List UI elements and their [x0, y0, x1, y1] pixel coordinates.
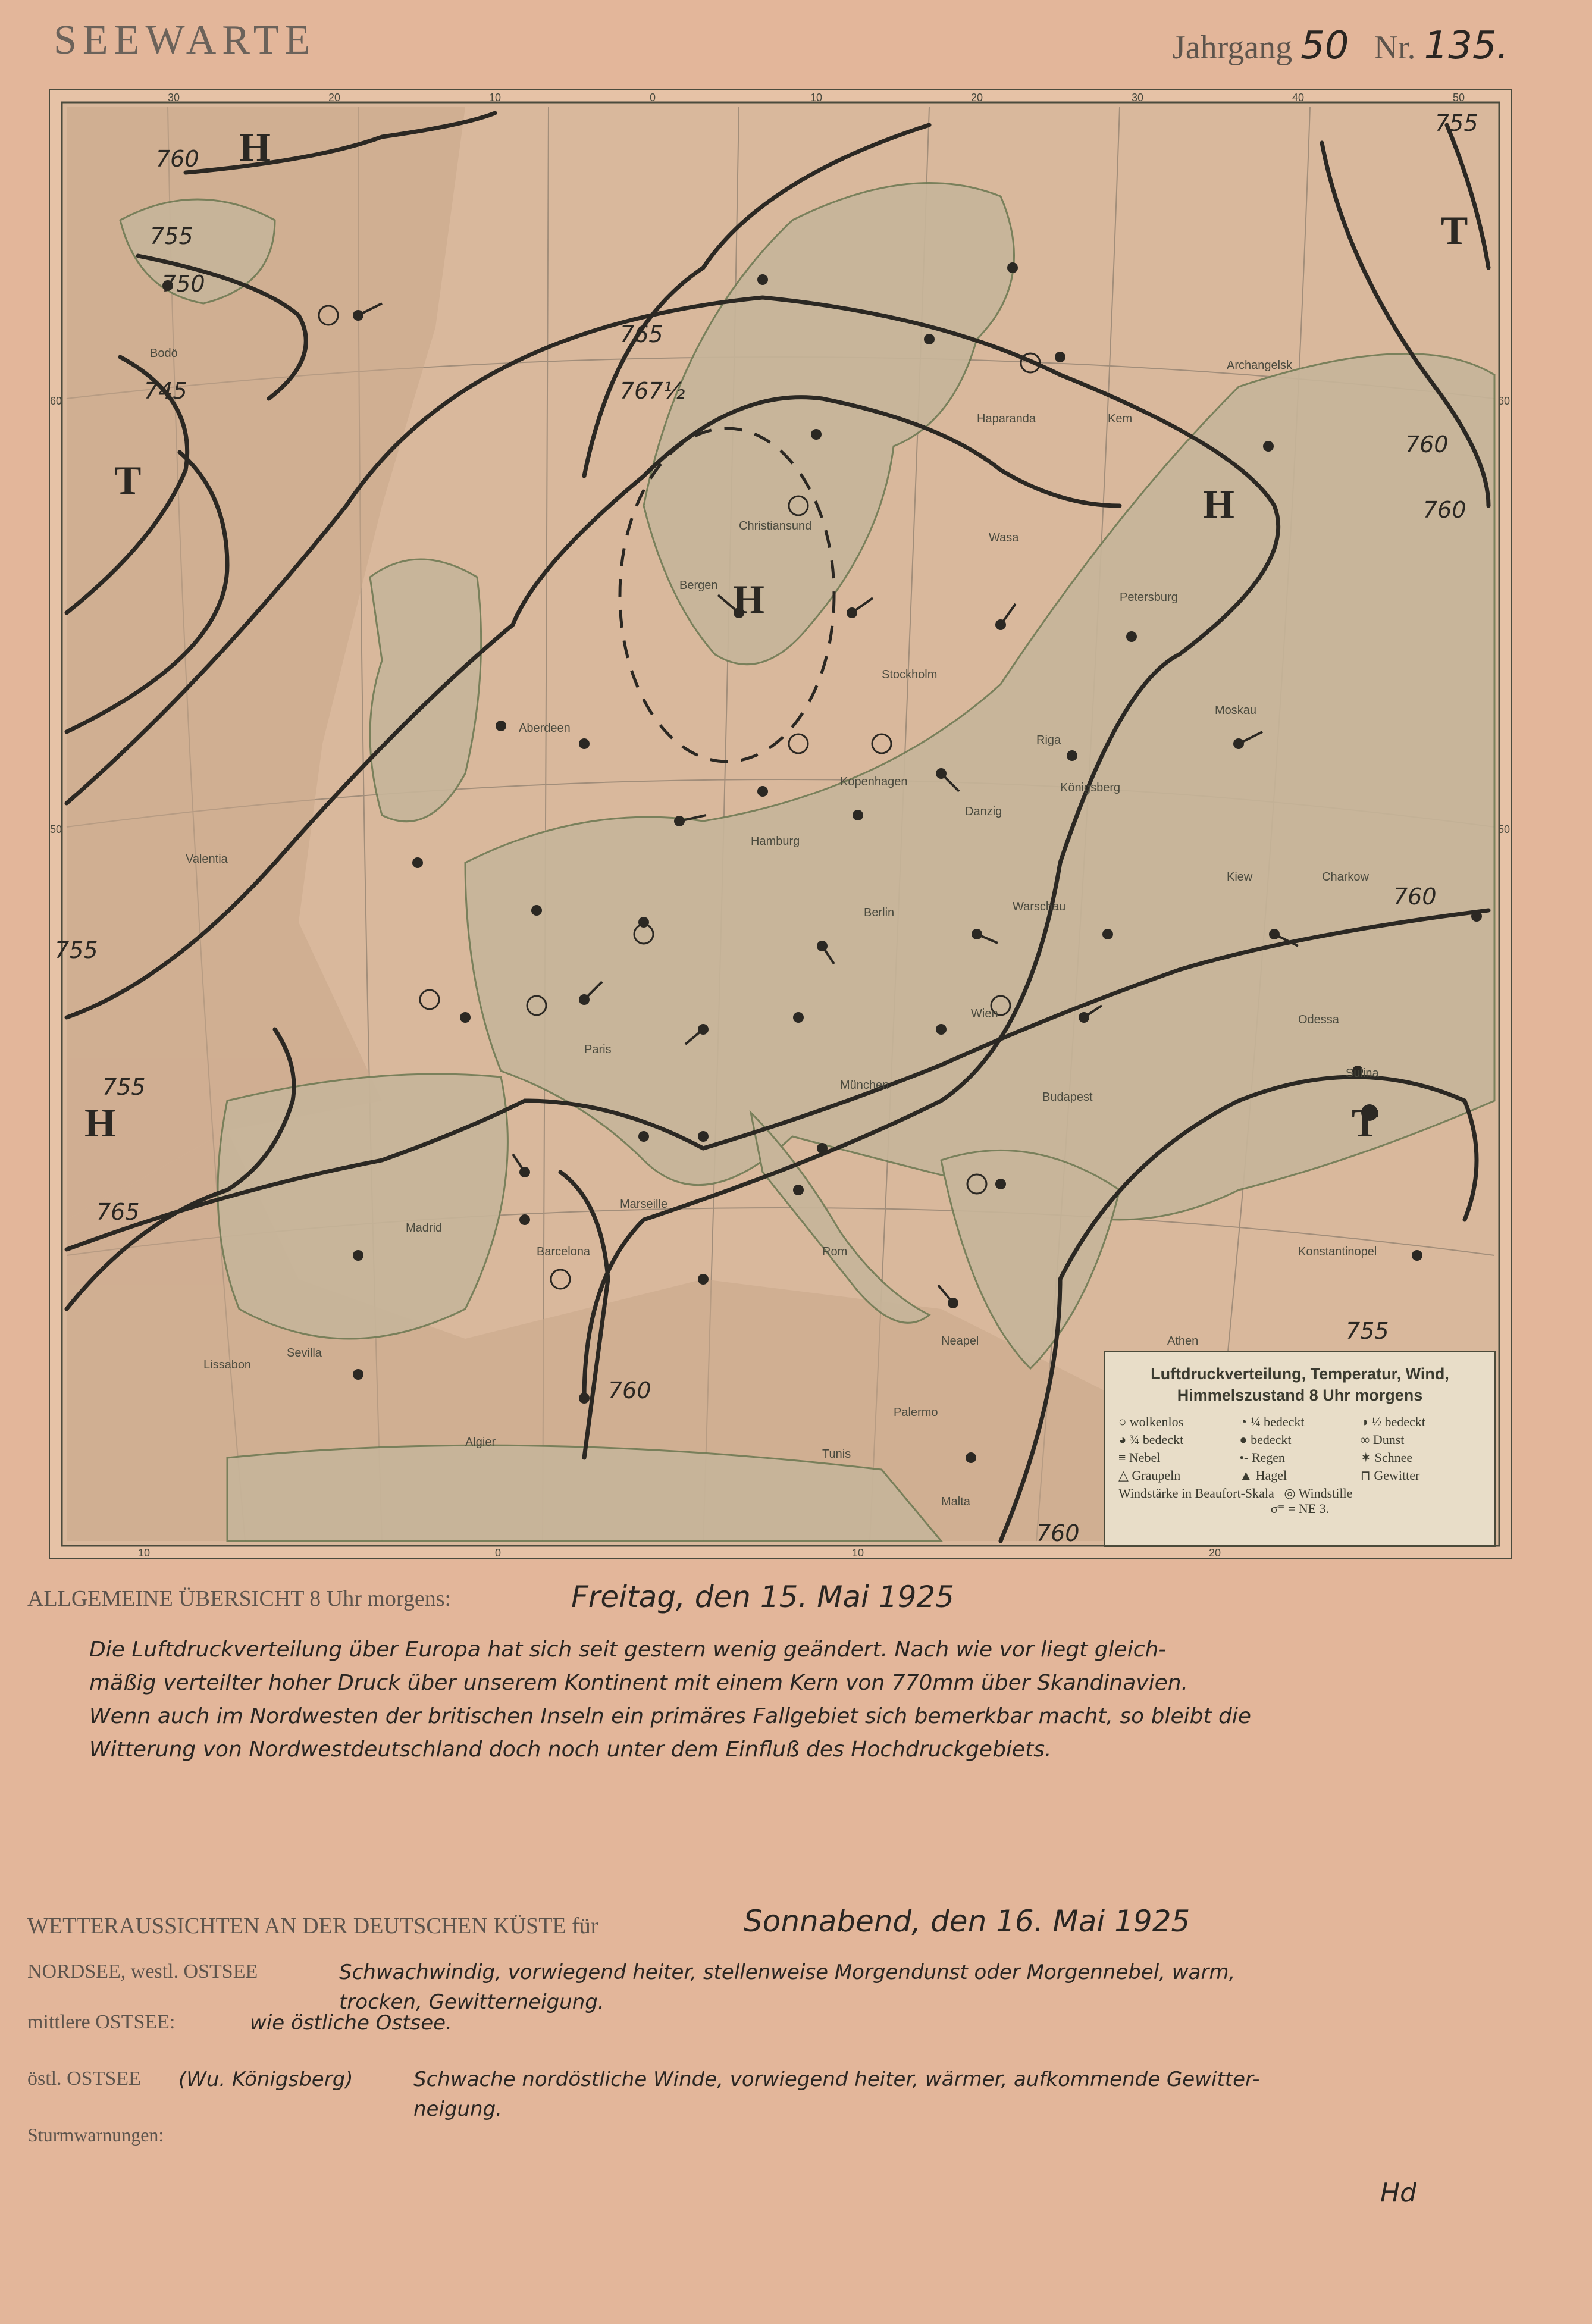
longitude-label: 10	[138, 1547, 151, 1559]
latitude-label: 60	[1498, 395, 1510, 407]
place-name: Archangelsk	[1227, 359, 1293, 372]
longitude-label: 50	[1453, 92, 1465, 104]
place-name: Rom	[822, 1245, 848, 1258]
signature: Hd	[1380, 2178, 1417, 2208]
legend-item: ▲ Hagel	[1239, 1468, 1287, 1483]
oestl-forecast	[413, 2065, 1502, 2124]
legend-item: ≡ Nebel	[1118, 1450, 1161, 1465]
place-name: München	[840, 1079, 889, 1092]
legend-item: •- Regen	[1239, 1450, 1286, 1465]
oestl-line-2: neigung.	[413, 2097, 502, 2121]
place-name: Algier	[465, 1436, 496, 1449]
latitude-label: 50	[50, 823, 62, 835]
legend-items	[1118, 1414, 1481, 1483]
legend-beaufort	[1118, 1486, 1481, 1501]
weather-map-svg	[49, 89, 1512, 1559]
place-name: Berlin	[864, 906, 895, 919]
place-name: Bodö	[150, 347, 178, 360]
place-name: Stockholm	[882, 668, 938, 681]
nordsee-label: NORDSEE, westl. OSTSEE	[27, 1960, 258, 1982]
place-name: Kem	[1108, 412, 1133, 425]
forecast-date: Sonnabend, den 16. Mai 1925	[744, 1904, 1190, 1938]
longitude-label: 10	[852, 1547, 864, 1559]
longitude-label: 40	[1292, 92, 1305, 104]
isobar-label: 755	[1346, 1318, 1389, 1344]
place-name: Marseille	[620, 1198, 668, 1211]
iberia-land	[218, 1074, 507, 1339]
place-name: Wasa	[989, 531, 1019, 544]
place-name: Palermo	[894, 1406, 938, 1419]
place-name: Odessa	[1298, 1013, 1339, 1026]
isobar-label: 760	[1423, 497, 1466, 523]
map-legend	[1104, 1351, 1496, 1547]
legend-item: ○ wolkenlos	[1118, 1414, 1184, 1429]
place-name: Danzig	[965, 805, 1002, 818]
nordsee-forecast	[339, 1957, 1505, 2017]
place-name: Sevilla	[287, 1346, 322, 1360]
legend-item: ◕ ¾ bedeckt	[1118, 1432, 1184, 1447]
number-value: 135.	[1424, 24, 1509, 68]
isobar-label: 760	[608, 1377, 651, 1404]
place-name: Kiew	[1227, 870, 1253, 884]
place-name: Hamburg	[751, 835, 800, 848]
place-name: Warschau	[1013, 900, 1066, 913]
number-label: Nr.	[1374, 29, 1416, 66]
legend-item: ⊓ Gewitter	[1360, 1468, 1420, 1483]
overview-line: mäßig verteilter hoher Druck über unserem Kontinent mit einem Kern von 770mm über Skandinavien.	[89, 1671, 1189, 1695]
longitude-label: 30	[168, 92, 180, 104]
jahrgang-value: 50	[1300, 24, 1349, 68]
overview-line: Die Luftdruckverteilung über Europa hat sich seit gestern wenig geändert. Nach wie vor liegt gleich-	[89, 1637, 1167, 1662]
place-name: Moskau	[1215, 704, 1257, 717]
place-name: Lissabon	[203, 1358, 252, 1371]
place-name: Charkow	[1322, 870, 1369, 884]
isobar-label: 760	[1393, 884, 1437, 910]
high-pressure-center: H	[84, 1100, 116, 1145]
place-name: Königsberg	[1060, 781, 1121, 794]
low-pressure-center: T	[114, 458, 142, 503]
place-name: Christiansund	[739, 519, 812, 533]
longitude-label: 10	[489, 92, 502, 104]
latitude-label: 60	[50, 395, 62, 407]
legend-item: ◔ ¼ bedeckt	[1239, 1414, 1305, 1429]
longitude-label: 30	[1132, 92, 1144, 104]
overview-line: Wenn auch im Nordwesten der britischen Inseln ein primäres Fallgebiet sich bemerkbar macht, so bleibt die	[89, 1704, 1252, 1728]
place-name: Tunis	[822, 1448, 851, 1461]
calm-label: ◎ Windstille	[1284, 1486, 1353, 1501]
nordsee-line-1: Schwachwindig, vorwiegend heiter, stellenweise Morgendunst oder Morgennebel, warm,	[339, 1960, 1236, 1984]
place-name: Sulina	[1346, 1067, 1379, 1080]
place-name: Budapest	[1042, 1091, 1093, 1104]
mittlere-label: mittlere OSTSEE:	[27, 2011, 176, 2033]
isobar-label: 760	[1036, 1520, 1080, 1546]
low-pressure-center: T	[1441, 208, 1468, 253]
longitude-label: 20	[328, 92, 341, 104]
overview-date: Freitag, den 15. Mai 1925	[571, 1580, 955, 1614]
isobar-label: 755	[55, 937, 98, 963]
place-name: Malta	[941, 1495, 970, 1508]
longitude-label: 10	[810, 92, 823, 104]
longitude-label: 20	[971, 92, 983, 104]
latitude-label: 50	[1498, 823, 1510, 835]
isobar-label: 765	[620, 321, 663, 347]
high-pressure-center: H	[239, 124, 271, 170]
nordsee-line-2: trocken, Gewitterneigung.	[339, 1990, 604, 2014]
high-pressure-center: H	[733, 577, 764, 622]
longitude-label: 20	[1209, 1547, 1221, 1559]
place-name: Kopenhagen	[840, 775, 908, 788]
isobar-label: 760	[1405, 431, 1449, 458]
legend-item: ✶ Schnee	[1360, 1450, 1413, 1465]
place-name: Petersburg	[1120, 591, 1178, 604]
issue-info	[1173, 24, 1509, 68]
place-name: Bergen	[679, 579, 718, 592]
masthead-title: SEEWARTE	[54, 17, 316, 63]
legend-item: ◑ ½ bedeckt	[1360, 1414, 1425, 1429]
isobar-label: 745	[144, 378, 187, 404]
place-name: Barcelona	[537, 1245, 591, 1258]
isobar-label: 755	[102, 1074, 146, 1100]
legend-title-2: Himmelszustand 8 Uhr morgens	[1177, 1386, 1423, 1404]
place-name: Konstantinopel	[1298, 1245, 1377, 1258]
place-name: Paris	[584, 1043, 612, 1056]
place-name: Athen	[1167, 1335, 1199, 1348]
legend-title-1: Luftdruckverteilung, Temperatur, Wind,	[1151, 1365, 1449, 1383]
legend-item: ∞ Dunst	[1360, 1432, 1405, 1447]
isobar-label: 765	[96, 1199, 140, 1225]
overview-text	[89, 1633, 1511, 1767]
mittlere-forecast: wie östliche Ostsee.	[250, 2011, 452, 2035]
storm-warnings-label: Sturmwarnungen:	[27, 2124, 164, 2146]
legend-item: △ Graupeln	[1118, 1468, 1181, 1483]
place-name: Aberdeen	[519, 722, 571, 735]
place-name: Valentia	[186, 853, 228, 866]
high-pressure-center: H	[1203, 481, 1234, 527]
place-name: Neapel	[941, 1335, 979, 1348]
place-name: Wien	[971, 1007, 998, 1020]
jahrgang-label: Jahrgang	[1172, 29, 1293, 66]
isobar-label: 755	[1435, 110, 1478, 136]
longitude-label: 0	[495, 1547, 502, 1559]
isobar-label: 755	[150, 223, 193, 249]
place-name: Madrid	[406, 1221, 443, 1235]
forecast-label: WETTERAUSSICHTEN AN DER DEUTSCHEN KÜSTE für	[27, 1913, 598, 1938]
isobar-label: 767½	[620, 378, 685, 404]
place-name: Riga	[1036, 734, 1061, 747]
isobar-label: 750	[162, 271, 205, 297]
oestl-line-1: Schwache nordöstliche Winde, vorwiegend heiter, wärmer, aufkommende Gewitter-	[413, 2068, 1260, 2091]
weather-map	[49, 89, 1512, 1559]
legend-item: ● bedeckt	[1239, 1432, 1292, 1447]
oestl-label: östl. OSTSEE	[27, 2068, 141, 2090]
oestl-place: (Wu. Königsberg)	[178, 2068, 353, 2091]
low-pressure-center: T	[1352, 1100, 1379, 1145]
beaufort-label: Windstärke in Beaufort-Skala	[1118, 1486, 1274, 1501]
longitude-label: 0	[650, 92, 656, 104]
isobar-label: 760	[156, 146, 199, 172]
overview-line: Witterung von Nordwestdeutschland doch noch unter dem Einfluß des Hochdruckgebiets.	[89, 1737, 1052, 1762]
legend-wind-example: σ⁼ = NE 3.	[1270, 1501, 1330, 1516]
overview-label: ALLGEMEINE ÜBERSICHT 8 Uhr morgens:	[27, 1586, 452, 1611]
place-name: Haparanda	[977, 412, 1036, 425]
